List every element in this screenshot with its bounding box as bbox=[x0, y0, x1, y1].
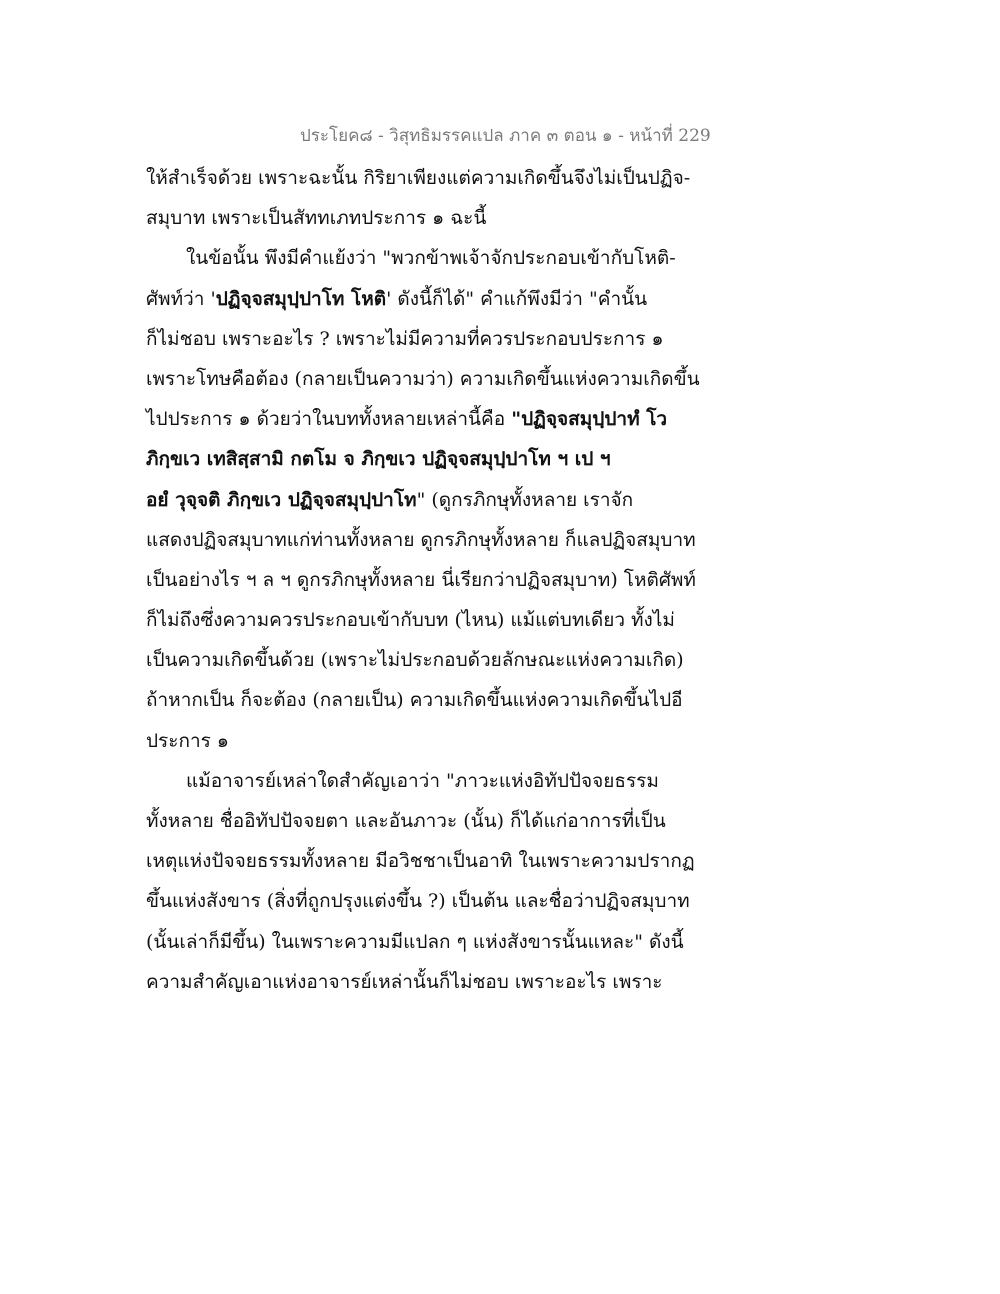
text-line bbox=[146, 962, 706, 1002]
text-line bbox=[146, 480, 706, 520]
text-line bbox=[146, 881, 706, 921]
text-segment: ความสำคัญเอาแห่งอาจารย์เหล่านั้นก็ไม่ชอบ เพราะอะไร เพราะ bbox=[146, 970, 663, 993]
running-header: ประโยค๘ - วิสุทธิมรรคแปล ภาค ๓ ตอน ๑ - หน้าที่ 229 bbox=[300, 126, 711, 146]
text-line bbox=[146, 158, 706, 198]
text-line bbox=[146, 680, 706, 720]
text-line bbox=[146, 600, 706, 640]
text-line bbox=[146, 319, 706, 359]
paragraph-start-line bbox=[146, 238, 706, 278]
text-segment: ไปประการ ๑ ด้วยว่าในบททั้งหลายเหล่านี้คือ bbox=[146, 408, 512, 431]
text-segment: ก็ไม่ถึงซึ่งความควรประกอบเข้ากับบท (ไหน) แม้แต่บทเดียว ทั้งไม่ bbox=[146, 609, 675, 632]
text-segment: เป็นความเกิดขึ้นด้วย (เพราะไม่ประกอบด้วยลักษณะแห่งความเกิด) bbox=[146, 649, 684, 672]
text-segment: (นั้นเล่าก็มีขึ้น) ในเพราะความมีแปลก ๆ แห่งสังขารนั้นแหละ" ดังนี้ bbox=[146, 930, 684, 953]
pali-term-bold: ปฏิจฺจสมุปฺปาโท โหติ bbox=[215, 287, 387, 310]
text-segment: เหตุแห่งปัจจยธรรมทั้งหลาย มีอวิชชาเป็นอาทิ ในเพราะความปรากฏ bbox=[146, 850, 695, 873]
text-segment: เป็นอย่างไร ฯ ล ฯ ดูกรภิกษุทั้งหลาย นี่เรียกว่าปฏิจสมุบาท) โหติศัพท์ bbox=[146, 568, 696, 591]
text-line bbox=[146, 721, 706, 761]
text-line bbox=[146, 198, 706, 238]
text-segment: ขึ้นแห่งสังขาร (สิ่งที่ถูกปรุงแต่งขึ้น ?) เป็นต้น และชื่อว่าปฏิจสมุบาท bbox=[146, 890, 690, 913]
text-line bbox=[146, 439, 706, 479]
text-segment: เพราะโทษคือต้อง (กลายเป็นความว่า) ความเกิดขึ้นแห่งความเกิดขึ้น bbox=[146, 367, 700, 390]
text-segment: ประการ ๑ bbox=[146, 729, 229, 752]
text-segment: สมุบาท เพราะเป็นสัททเภทประการ ๑ ฉะนี้ bbox=[146, 207, 487, 230]
text-segment: แสดงปฏิจสมุบาทแก่ท่านทั้งหลาย ดูกรภิกษุทั้งหลาย ก็แลปฏิจสมุบาท bbox=[146, 528, 696, 551]
text-segment: แม้อาจารย์เหล่าใดสำคัญเอาว่า "ภาวะแห่งอิทัปปัจจยธรรม bbox=[186, 769, 659, 792]
text-segment: ในข้อนั้น พึงมีคำแย้งว่า "พวกข้าพเจ้าจักประกอบเข้ากับโหติ- bbox=[186, 247, 676, 270]
paragraph-start-line bbox=[146, 761, 706, 801]
text-segment: ศัพท์ว่า ' bbox=[146, 287, 216, 310]
text-line bbox=[146, 359, 706, 399]
text-segment: ถ้าหากเป็น ก็จะต้อง (กลายเป็น) ความเกิดขึ้นแห่งความเกิดขึ้นไปอี bbox=[146, 689, 683, 712]
text-segment: ' ดังนี้ก็ได้" คำแก้พึงมีว่า "คำนั้น bbox=[386, 287, 648, 310]
text-line bbox=[146, 801, 706, 841]
text-line bbox=[146, 841, 706, 881]
text-line bbox=[146, 399, 706, 439]
pali-quote-bold: อยํ วุจฺจติ ภิกฺขเว ปฏิจฺจสมุปฺปาโท bbox=[146, 488, 417, 511]
pali-quote-bold: "ปฏิจฺจสมุปฺปาทํ โว bbox=[511, 408, 668, 431]
text-segment: " (ดูกรภิกษุทั้งหลาย เราจัก bbox=[416, 488, 634, 511]
pali-quote-bold: ภิกฺขเว เทสิสฺสามิ กตโม จ ภิกฺขเว ปฏิจฺจสมุปฺปาโท ฯ เป ฯ bbox=[146, 448, 611, 471]
body-text bbox=[146, 158, 706, 1002]
text-line bbox=[146, 560, 706, 600]
text-line bbox=[146, 520, 706, 560]
text-segment: ก็ไม่ชอบ เพราะอะไร ? เพราะไม่มีความที่ควรประกอบประการ ๑ bbox=[146, 327, 664, 350]
text-segment: ให้สำเร็จด้วย เพราะฉะนั้น กิริยาเพียงแต่ความเกิดขึ้นจึงไม่เป็นปฏิจ- bbox=[146, 167, 691, 189]
text-line bbox=[146, 279, 706, 319]
text-line bbox=[146, 922, 706, 962]
text-segment: ทั้งหลาย ชื่ออิทัปปัจจยตา และอันภาวะ (นั้น) ก็ได้แก่อาการที่เป็น bbox=[146, 810, 666, 832]
text-line bbox=[146, 640, 706, 680]
